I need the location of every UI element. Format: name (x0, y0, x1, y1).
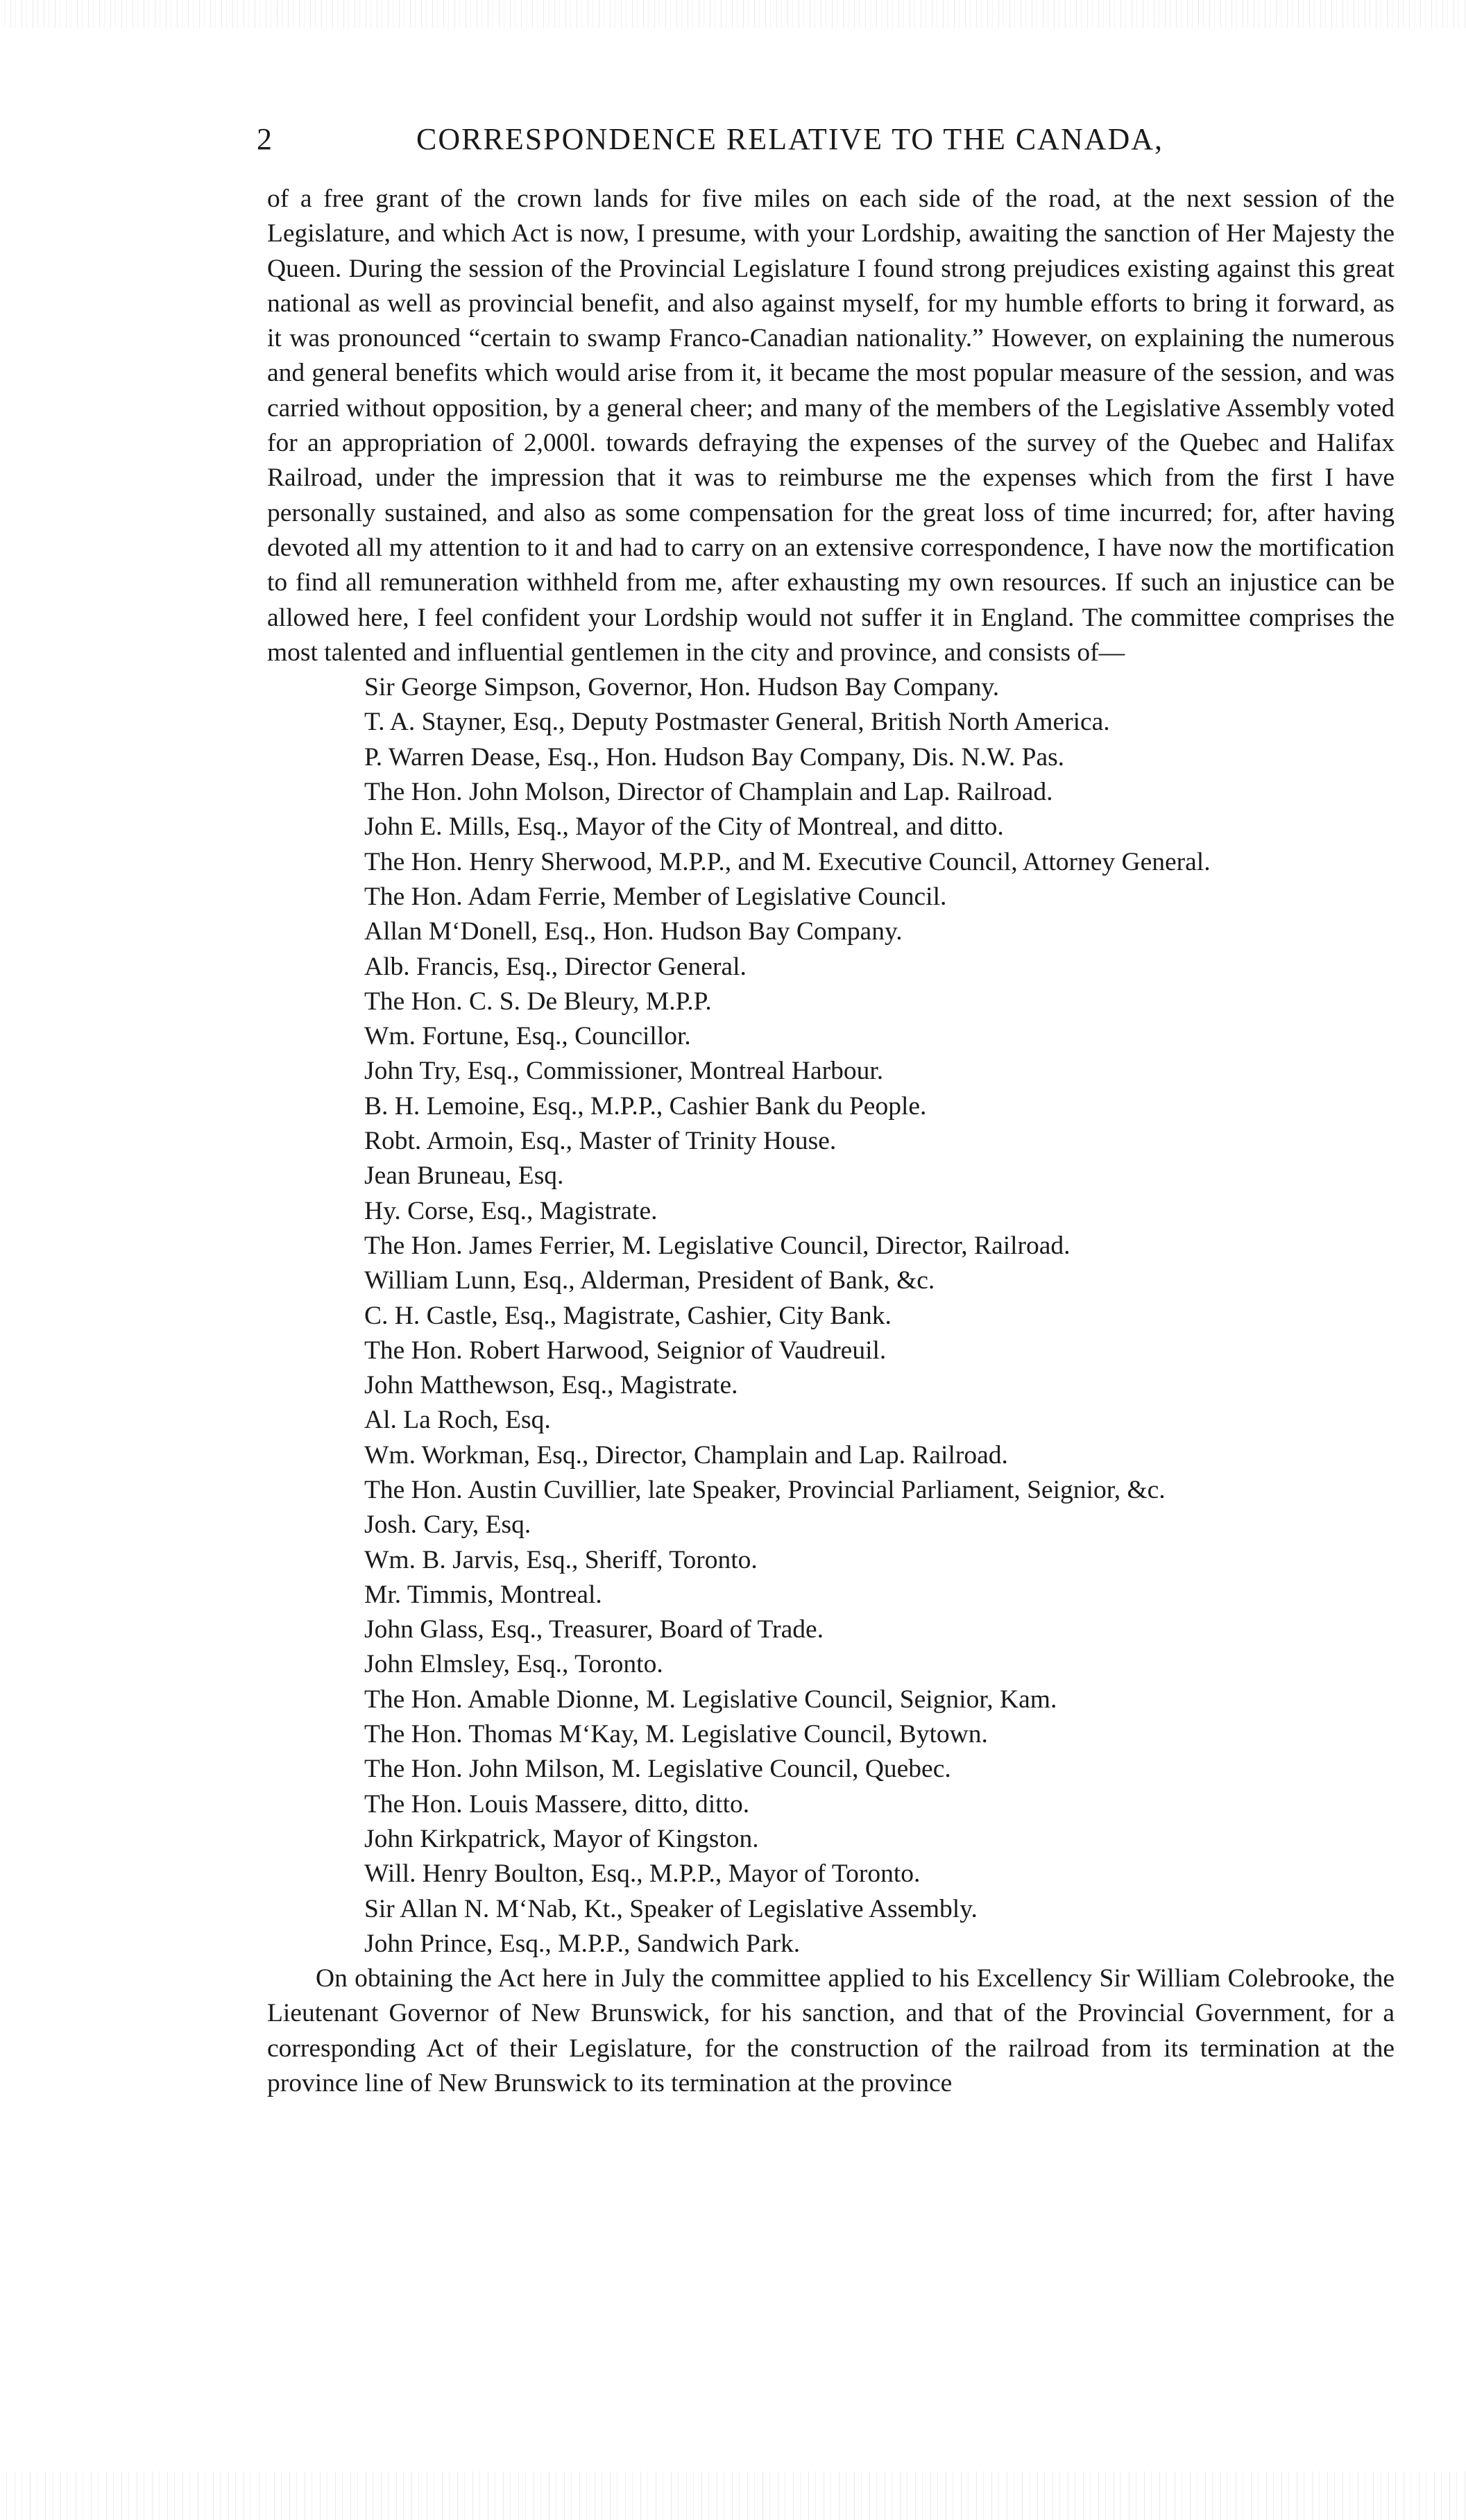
committee-member: The Hon. John Molson, Director of Champlain and Lap. Railroad. (364, 778, 1053, 807)
committee-member: John Glass, Esq., Treasurer, Board of Trade. (364, 1615, 824, 1644)
page-header (257, 121, 1401, 163)
committee-member: John E. Mills, Esq., Mayor of the City of Montreal, and ditto. (364, 812, 1004, 842)
committee-member-list (267, 670, 1395, 1961)
committee-member: John Try, Esq., Commissioner, Montreal Harbour. (364, 1057, 884, 1086)
committee-member: The Hon. Robert Harwood, Seignior of Vaudreuil. (364, 1336, 887, 1365)
committee-member: The Hon. Louis Massere, ditto, ditto. (364, 1789, 750, 1819)
committee-member: The Hon. Thomas M‘Kay, M. Legislative Council, Bytown. (364, 1720, 988, 1749)
committee-member: John Prince, Esq., M.P.P., Sandwich Park. (364, 1929, 801, 1958)
committee-member: Josh. Cary, Esq. (364, 1510, 531, 1540)
committee-member: Alb. Francis, Esq., Director General. (364, 952, 747, 981)
page-number: 2 (257, 122, 273, 156)
committee-member: The Hon. Amable Dionne, M. Legislative Council, Seignior, Kam. (364, 1685, 1057, 1714)
committee-member: Wm. Fortune, Esq., Councillor. (364, 1022, 691, 1051)
committee-member: Wm. Workman, Esq., Director, Champlain and Lap. Railroad. (364, 1440, 1008, 1470)
committee-member: The Hon. James Ferrier, M. Legislative Council, Director, Railroad. (364, 1231, 1071, 1260)
committee-member: Robt. Armoin, Esq., Master of Trinity House. (364, 1127, 837, 1156)
committee-member: Wm. B. Jarvis, Esq., Sheriff, Toronto. (364, 1545, 758, 1574)
committee-member: John Kirkpatrick, Mayor of Kingston. (364, 1824, 759, 1853)
committee-member: The Hon. Adam Ferrie, Member of Legislative Council. (364, 882, 947, 911)
committee-member: Sir George Simpson, Governor, Hon. Hudson Bay Company. (364, 673, 1000, 702)
committee-member: Hy. Corse, Esq., Magistrate. (364, 1196, 658, 1225)
committee-member: John Matthewson, Esq., Magistrate. (364, 1371, 738, 1400)
paragraph-1: of a free grant of the crown lands for five miles on each side of the road, at the next session of the Legislature, and which Act is now, I presume, with your Lordship, awaiting the sanction of Her Majesty the Queen. During the session of the Provincial Legislature I found strong prejudices existing against this great national as well as provincial benefit, and also against myself, for my humble efforts to bring it forward, as it was pronounced “certain to swamp Franco-Canadian nationality.” However, on explaining the numerous and general benefits which would arise from it, it became the most popular measure of the session, and was carried without opposition, by a general cheer; and many of the members of the Legislative Assembly voted for an appropriation of 2,000l. towards defraying the expenses of the survey of the Quebec and Halifax Railroad, under the impression that it was to reimburse me the expenses which from the first I have personally sustained, and also as some compensation for the great loss of time incurred; for, after having devoted all my attention to it and had to carry on an extensive correspondence, I have now the mortification to find all remuneration withheld from me, after exhausting my own resources. If such an injustice can be allowed here, I feel confident your Lordship would not suffer it in England. The committee comprises the most talented and influential gentlemen in the city and province, and consists of— (267, 185, 1395, 667)
committee-member: The Hon. C. S. De Bleury, M.P.P. (364, 987, 712, 1016)
committee-member: Mr. Timmis, Montreal. (364, 1580, 602, 1609)
committee-member: C. H. Castle, Esq., Magistrate, Cashier, City Bank. (364, 1301, 892, 1330)
committee-member: B. H. Lemoine, Esq., M.P.P., Cashier Bank du People. (364, 1091, 927, 1121)
committee-member: John Elmsley, Esq., Toronto. (364, 1650, 663, 1679)
committee-member: Will. Henry Boulton, Esq., M.P.P., Mayor of Toronto. (364, 1859, 921, 1889)
committee-member: The Hon. Austin Cuvillier, late Speaker, Provincial Parliament, Seignior, &c. (364, 1475, 1166, 1504)
committee-member: P. Warren Dease, Esq., Hon. Hudson Bay Company, Dis. N.W. Pas. (364, 742, 1065, 772)
committee-member: The Hon. Henry Sherwood, M.P.P., and M. Executive Council, Attorney General. (364, 847, 1211, 876)
scan-noise-bottom (0, 2471, 1466, 2520)
committee-member: Jean Bruneau, Esq. (364, 1161, 564, 1191)
committee-member: Allan M‘Donell, Esq., Hon. Hudson Bay Company. (364, 917, 903, 946)
paragraph-2: On obtaining the Act here in July the committee applied to his Excellency Sir William Colebrooke, the Lieutenant Governor of New Brunswick, for his sanction, and that of the Provincial Government, for a corresponding Act of their Legislature, for the construction of the railroad from its termination at the province line of New Brunswick to its termination at the province (267, 1964, 1395, 2098)
committee-member: Al. La Roch, Esq. (364, 1406, 551, 1435)
committee-member: Sir Allan N. M‘Nab, Kt., Speaker of Legislative Assembly. (364, 1894, 978, 1923)
running-title: CORRESPONDENCE RELATIVE TO THE CANADA, (416, 122, 1164, 156)
committee-member: The Hon. John Milson, M. Legislative Council, Quebec. (364, 1755, 951, 1784)
committee-member: T. A. Stayner, Esq., Deputy Postmaster General, British North America. (364, 708, 1110, 737)
committee-member: William Lunn, Esq., Alderman, President of Bank, &c. (364, 1266, 935, 1295)
page-body (267, 182, 1395, 2101)
scan-noise-top (0, 0, 1466, 28)
